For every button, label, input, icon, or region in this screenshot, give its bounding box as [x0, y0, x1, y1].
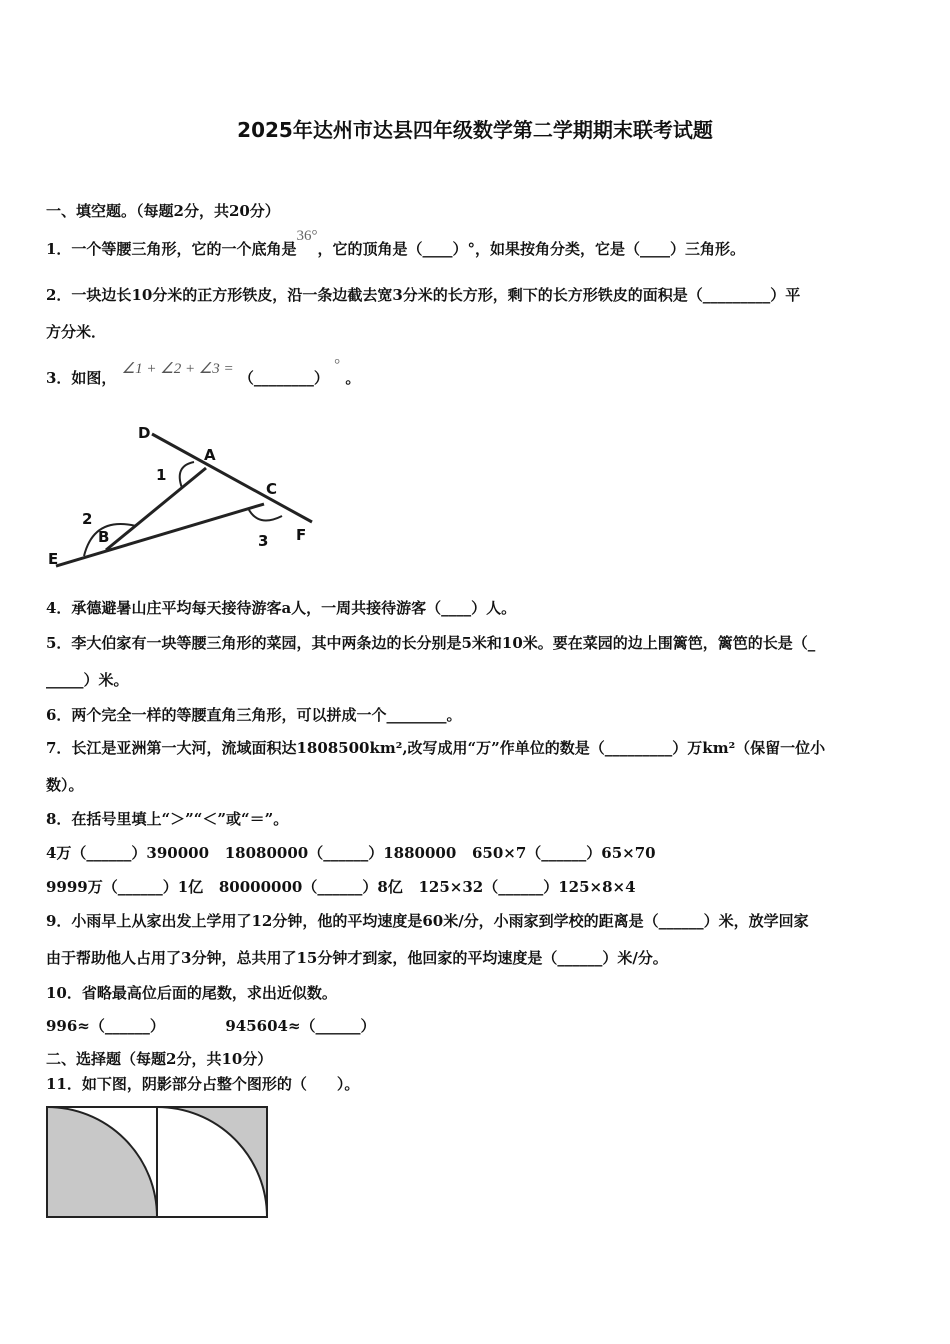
q3-text-before: 3．如图，: [46, 369, 117, 387]
q1-angle: 36°: [296, 228, 318, 244]
question-9-line2: 由于帮助他人占用了3分钟，总共用了15分钟才到家，他回家的平均速度是（______）米/分。: [46, 949, 668, 967]
question-10-heading: 10．省略最高位后面的尾数，求出近似数。: [46, 984, 337, 1002]
question-8-row2: 9999万（______）1亿 80000000（______）8亿 125×32（______）125×8×4: [46, 878, 636, 896]
label-B: B: [98, 528, 110, 546]
question-5-line1: 5．李大伯家有一块等腰三角形的菜园，其中两条边的长分别是5米和10米。要在菜园的边上围篱笆，篱笆的长是（_: [46, 634, 816, 652]
question-1: [46, 228, 910, 260]
q3-blank: （________）: [238, 369, 329, 387]
question-5-line2: _____）米。: [46, 671, 129, 689]
label-angle-2: 2: [82, 510, 93, 528]
q3-angle-formula: ∠1 + ∠2 + ∠3 =: [121, 361, 234, 377]
shaded-squares-figure: [46, 1106, 270, 1220]
question-11: 11．如下图，阴影部分占整个图形的（ ）。: [46, 1075, 360, 1093]
label-F: F: [296, 526, 307, 544]
question-8-heading: 8．在括号里填上“＞”“＜”或“＝”。: [46, 810, 289, 828]
angle-figure: [44, 418, 334, 578]
angle-3-arc: [248, 508, 282, 521]
question-10-items: [46, 1016, 910, 1036]
section-heading-choice: 二、选择题（每题2分，共10分）: [46, 1050, 273, 1068]
question-7-line1: 7．长江是亚洲第一大河，流域面积达1808500km²,改写成用“万”作单位的数是（_________）万km²（保留一位小: [46, 739, 826, 757]
q3-end: 。: [345, 369, 361, 387]
label-angle-3: 3: [258, 532, 269, 550]
page-title: 2025年达州市达县四年级数学第二学期期末联考试题: [237, 118, 713, 142]
label-D: D: [138, 424, 151, 442]
label-E: E: [48, 550, 59, 568]
q3-degree: °: [334, 357, 341, 373]
label-angle-1: 1: [156, 466, 167, 484]
question-3: [46, 357, 910, 389]
question-7-line2: 数）。: [46, 776, 84, 794]
section-heading-fill-blank: 一、填空题。（每题2分，共20分）: [46, 202, 280, 220]
question-2-line1: 2．一块边长10分米的正方形铁皮，沿一条边截去宽3分米的长方形，剩下的长方形铁皮的面积是（_________）平: [46, 286, 801, 304]
question-4: 4．承德避暑山庄平均每天接待游客a人，一周共接待游客（____）人。: [46, 599, 517, 617]
question-2-line2: 方分米．: [46, 323, 107, 341]
q10-item-1: 996≈（______）: [46, 1017, 165, 1035]
question-9-line1: 9．小雨早上从家出发上学用了12分钟，他的平均速度是60米/分，小雨家到学校的距离是（______）米，放学回家: [46, 912, 809, 930]
q1-text-after: ，它的顶角是（____）°，如果按角分类，它是（____）三角形。: [317, 240, 745, 258]
question-8-row1: 4万（______）390000 18080000（______）1880000 650×7（______）65×70: [46, 844, 656, 862]
label-A: A: [204, 446, 216, 464]
label-C: C: [266, 480, 278, 498]
q1-text-before: 1．一个等腰三角形，它的一个底角是: [46, 240, 297, 258]
question-6: 6．两个完全一样的等腰直角三角形，可以拼成一个________。: [46, 706, 462, 724]
line-DF: [152, 434, 312, 522]
q10-item-2: 945604≈（______）: [225, 1017, 376, 1035]
